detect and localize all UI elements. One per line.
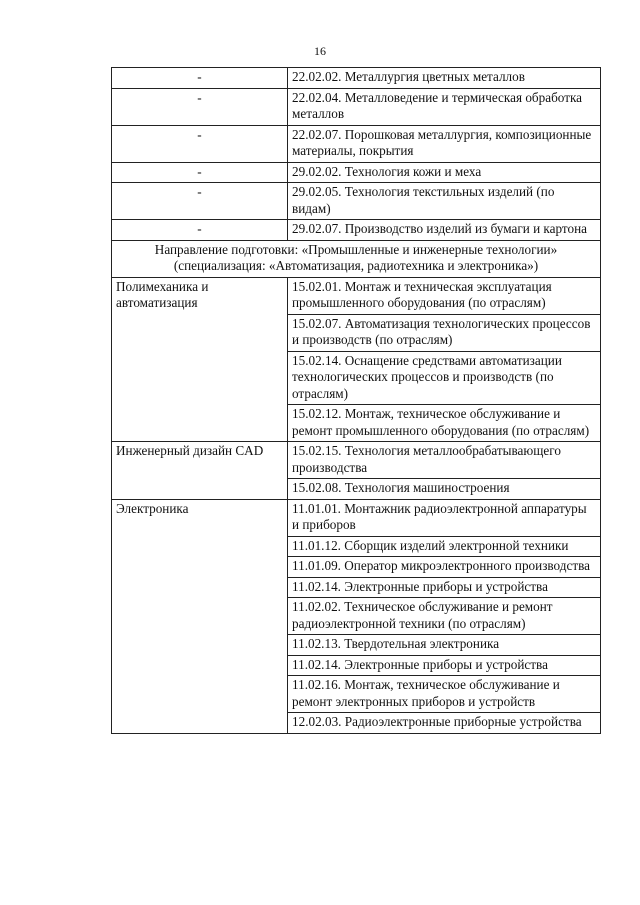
group-name-mechatronics: Полимеханика и автоматизация <box>112 277 288 442</box>
specialty-cell: 15.02.07. Автоматизация технологических процессов и производств (по отраслям) <box>288 314 601 351</box>
direction-cell: - <box>112 220 288 241</box>
direction-cell: - <box>112 162 288 183</box>
direction-cell: - <box>112 125 288 162</box>
specialization-table <box>111 67 601 734</box>
section-heading-row <box>112 240 601 277</box>
specialty-cell: 22.02.07. Порошковая металлургия, композиционные материалы, покрытия <box>288 125 601 162</box>
direction-cell: - <box>112 88 288 125</box>
table-row <box>112 183 601 220</box>
specialty-cell: 11.02.02. Техническое обслуживание и ремонт радиоэлектронной техники (по отраслям) <box>288 598 601 635</box>
table-row <box>112 125 601 162</box>
specialty-cell: 11.02.14. Электронные приборы и устройства <box>288 577 601 598</box>
specialty-cell: 15.02.15. Технология металлообрабатывающего производства <box>288 442 601 479</box>
direction-cell: - <box>112 183 288 220</box>
direction-cell: - <box>112 68 288 89</box>
group-name-cad: Инженерный дизайн CAD <box>112 442 288 500</box>
table-row <box>112 499 601 536</box>
specialty-cell: 11.02.14. Электронные приборы и устройства <box>288 655 601 676</box>
specialty-cell: 22.02.02. Металлургия цветных металлов <box>288 68 601 89</box>
table-row <box>112 442 601 479</box>
group-name-electronics: Электроника <box>112 499 288 733</box>
section-heading: Направление подготовки: «Промышленные и инженерные технологии» (специализация: «Автоматизация, радиотехника и электроника») <box>112 240 601 277</box>
specialty-cell: 15.02.01. Монтаж и техническая эксплуатация промышленного оборудования (по отраслям) <box>288 277 601 314</box>
table-row <box>112 68 601 89</box>
specialty-cell: 29.02.05. Технология текстильных изделий (по видам) <box>288 183 601 220</box>
specialty-cell: 15.02.08. Технология машиностроения <box>288 479 601 500</box>
table-row <box>112 277 601 314</box>
specialty-cell: 12.02.03. Радиоэлектронные приборные устройства <box>288 713 601 734</box>
specialty-cell: 11.01.12. Сборщик изделий электронной техники <box>288 536 601 557</box>
specialty-cell: 29.02.07. Производство изделий из бумаги и картона <box>288 220 601 241</box>
specialty-cell: 11.01.09. Оператор микроэлектронного производства <box>288 557 601 578</box>
table-row <box>112 220 601 241</box>
specialty-cell: 15.02.12. Монтаж, техническое обслуживание и ремонт промышленного оборудования (по отраслям) <box>288 405 601 442</box>
specialty-cell: 11.02.13. Твердотельная электроника <box>288 635 601 656</box>
table-row <box>112 88 601 125</box>
page-number: 16 <box>314 44 326 58</box>
table-row <box>112 162 601 183</box>
specialty-cell: 15.02.14. Оснащение средствами автоматизации технологических процессов и производств (по отраслям) <box>288 351 601 405</box>
specialty-cell: 22.02.04. Металловедение и термическая обработка металлов <box>288 88 601 125</box>
specialty-cell: 29.02.02. Технология кожи и меха <box>288 162 601 183</box>
specialty-cell: 11.01.01. Монтажник радиоэлектронной аппаратуры и приборов <box>288 499 601 536</box>
specialty-cell: 11.02.16. Монтаж, техническое обслуживание и ремонт электронных приборов и устройств <box>288 676 601 713</box>
